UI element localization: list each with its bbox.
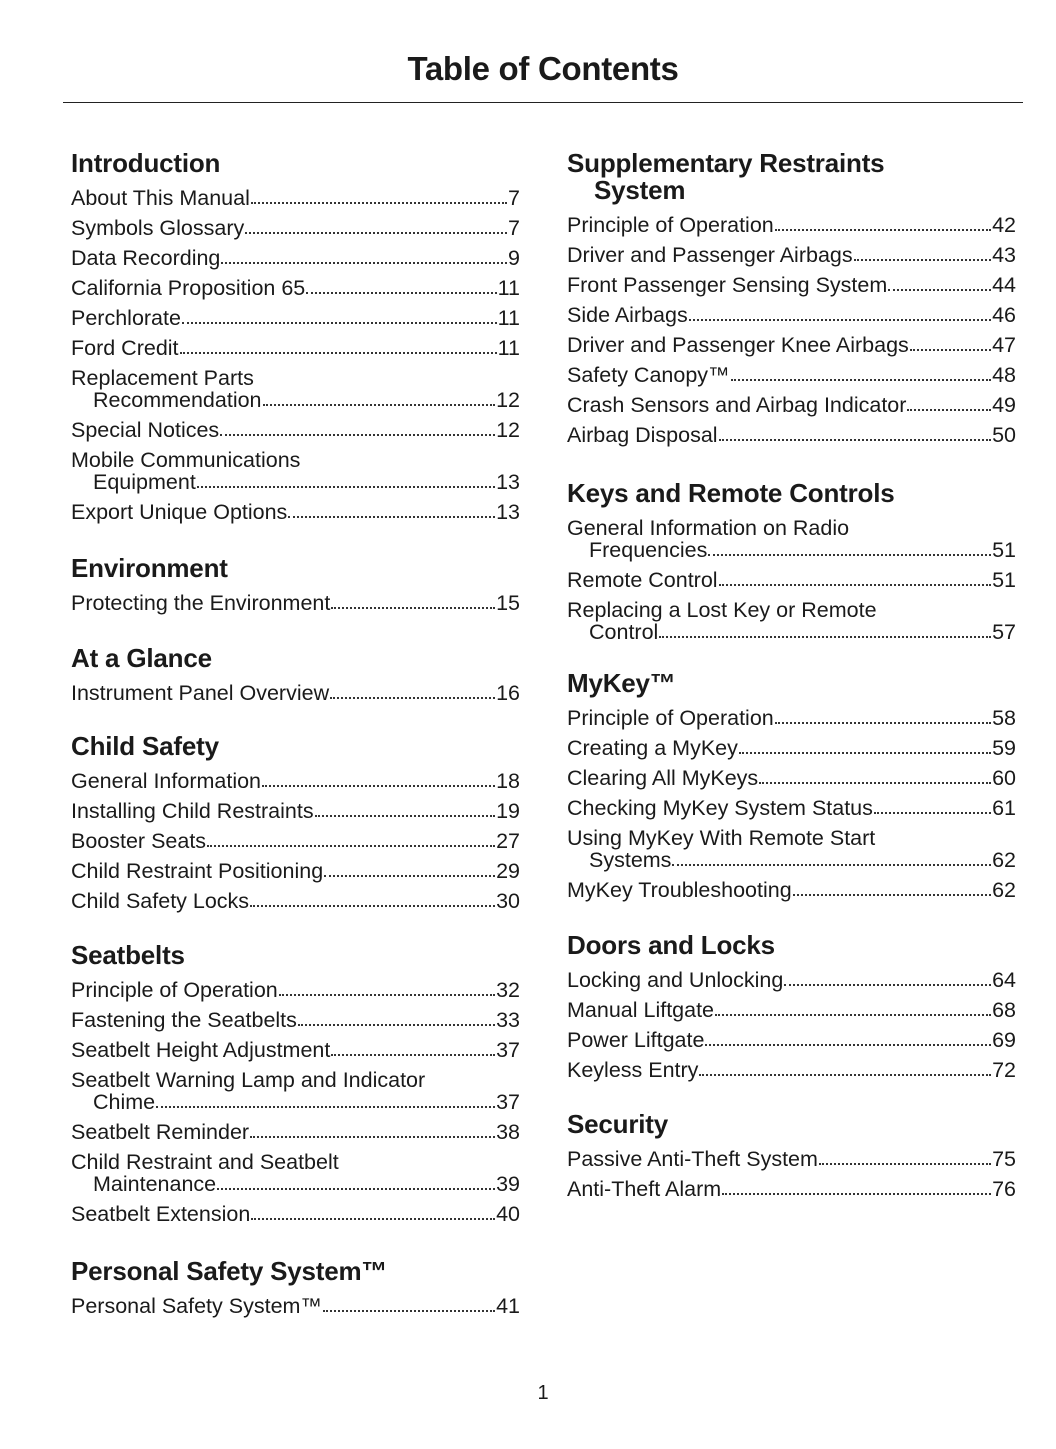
entry-label: Child Restraint and Seatbelt: [71, 1150, 339, 1174]
entry-page-number: 46: [992, 303, 1016, 327]
toc-entry-ford-credit[interactable]: [71, 333, 520, 363]
dot-leader: [705, 1044, 991, 1046]
toc-entry-manual-liftgate[interactable]: [567, 995, 1016, 1025]
entry-page-number: 43: [992, 243, 1016, 267]
dot-leader: [323, 1310, 495, 1312]
dot-leader: [910, 349, 991, 351]
toc-entry-creating-a-mykey[interactable]: [567, 733, 1016, 763]
entry-page-number: 33: [496, 1008, 520, 1032]
entry-label: Seatbelt Reminder: [71, 1120, 250, 1144]
dot-leader: [719, 584, 992, 586]
toc-entry-principle-of-operation[interactable]: [71, 975, 520, 1005]
entry-page-number: 72: [992, 1058, 1016, 1082]
toc-entry-principle-of-operation[interactable]: [567, 210, 1016, 240]
entry-page-number: 29: [496, 859, 520, 883]
dot-leader: [324, 875, 495, 877]
toc-entry-child-safety-locks[interactable]: [71, 886, 520, 916]
entry-page-number: 9: [508, 246, 520, 270]
entry-page-number: 60: [992, 766, 1016, 790]
entry-page-number: 18: [496, 769, 520, 793]
entry-label: Keyless Entry: [567, 1058, 699, 1082]
section-heading-text: Keys and Remote Controls: [567, 478, 895, 508]
section-heading: [71, 942, 520, 969]
toc-entry-child-restraint-and-seatbelt-maintenance[interactable]: [71, 1147, 520, 1199]
entry-label: Principle of Operation: [567, 706, 774, 730]
dot-leader: [775, 722, 991, 724]
toc-entry-crash-sensors-and-airbag-indicator[interactable]: [567, 390, 1016, 420]
entry-label: General Information on Radio: [567, 516, 850, 540]
dot-leader: [263, 404, 496, 406]
toc-entry-airbag-disposal[interactable]: [567, 420, 1016, 450]
dot-leader: [739, 752, 991, 754]
toc-entry-front-passenger-sensing-system[interactable]: [567, 270, 1016, 300]
entry-label: California Proposition 65: [71, 276, 306, 300]
entry-label: Crash Sensors and Airbag Indicator: [567, 393, 907, 417]
entry-label: Protecting the Environment: [71, 591, 331, 615]
toc-section-mykey: [567, 670, 1016, 905]
entry-label: Personal Safety System™: [71, 1294, 322, 1318]
section-heading-text: Personal Safety System™: [71, 1256, 388, 1286]
entry-page-number: 48: [992, 363, 1016, 387]
dot-leader: [759, 782, 991, 784]
entry-page-number: 44: [992, 273, 1016, 297]
entry-label: MyKey Troubleshooting: [567, 878, 792, 902]
toc-section-at-a-glance: [71, 645, 520, 708]
section-heading: [567, 150, 1016, 204]
dot-leader: [182, 322, 497, 324]
toc-entry-california-proposition-65[interactable]: [71, 273, 520, 303]
section-heading-text: Introduction: [71, 148, 221, 178]
toc-section-personal-safety-system: [71, 1258, 520, 1321]
entry-label: Installing Child Restraints: [71, 799, 314, 823]
toc-entry-seatbelt-reminder[interactable]: [71, 1117, 520, 1147]
section-heading-text: Security: [567, 1109, 669, 1139]
toc-entry-seatbelt-warning-lamp-and-indicator-chime[interactable]: [71, 1065, 520, 1117]
entry-label: Child Restraint Positioning: [71, 859, 324, 883]
entry-page-number: 51: [992, 538, 1016, 562]
entry-label: Front Passenger Sensing System: [567, 273, 888, 297]
toc-entry-installing-child-restraints[interactable]: [71, 796, 520, 826]
toc-entry-safety-canopy[interactable]: [567, 360, 1016, 390]
entry-label: Instrument Panel Overview: [71, 681, 330, 705]
toc-entry-driver-and-passenger-knee-airbags[interactable]: [567, 330, 1016, 360]
section-heading-text: MyKey™: [567, 668, 676, 698]
toc-entry-export-unique-options[interactable]: [71, 497, 520, 527]
toc-entry-driver-and-passenger-airbags[interactable]: [567, 240, 1016, 270]
section-heading: [71, 645, 520, 672]
entry-label-continuation: Frequencies: [589, 538, 708, 562]
dot-leader: [298, 1024, 495, 1026]
entry-label-continuation: Equipment: [93, 470, 196, 494]
toc-entry-locking-and-unlocking[interactable]: [567, 965, 1016, 995]
entry-page-number: 16: [496, 681, 520, 705]
entry-label: Seatbelt Extension: [71, 1202, 251, 1226]
toc-entry-about-this-manual[interactable]: [71, 183, 520, 213]
dot-leader: [288, 516, 495, 518]
entry-page-number: 68: [992, 998, 1016, 1022]
toc-entry-seatbelt-height-adjustment[interactable]: [71, 1035, 520, 1065]
entry-label: Seatbelt Warning Lamp and Indicator: [71, 1068, 426, 1092]
toc-section-supplementary-restraints: [567, 150, 1016, 450]
entry-page-number: 61: [992, 796, 1016, 820]
entry-label: Booster Seats: [71, 829, 207, 853]
entry-label: Principle of Operation: [567, 213, 774, 237]
entry-label: Principle of Operation: [71, 978, 278, 1002]
dot-leader: [708, 554, 991, 556]
page-title: Table of Contents: [407, 50, 679, 87]
entry-label: Export Unique Options: [71, 500, 288, 524]
dot-leader: [197, 486, 495, 488]
entry-page-number: 32: [496, 978, 520, 1002]
entry-label: Anti-Theft Alarm: [567, 1177, 722, 1201]
entry-page-number: 12: [496, 388, 520, 412]
entry-label: Symbols Glossary: [71, 216, 245, 240]
entry-label-continuation: Control: [589, 620, 659, 644]
dot-leader: [793, 894, 991, 896]
entry-label: Replacing a Lost Key or Remote: [567, 598, 877, 622]
entry-label: Clearing All MyKeys: [567, 766, 759, 790]
dot-leader: [217, 1188, 495, 1190]
toc-entry-replacement-parts-recommendation[interactable]: [71, 363, 520, 415]
entry-page-number: 59: [992, 736, 1016, 760]
dot-leader: [672, 864, 991, 866]
section-heading-text: Child Safety: [71, 731, 219, 761]
dot-leader: [221, 262, 507, 264]
toc-entry-mobile-communications-equipment[interactable]: [71, 445, 520, 497]
dot-leader: [306, 292, 496, 294]
entry-page-number: 13: [496, 470, 520, 494]
dot-leader: [207, 845, 495, 847]
dot-leader: [659, 636, 991, 638]
entry-page-number: 7: [508, 186, 520, 210]
toc-entry-symbols-glossary[interactable]: [71, 213, 520, 243]
entry-page-number: 12: [496, 418, 520, 442]
dot-leader: [888, 289, 991, 291]
entry-page-number: 51: [992, 568, 1016, 592]
entry-label-continuation: Maintenance: [93, 1172, 217, 1196]
entry-page-number: 69: [992, 1028, 1016, 1052]
dot-leader: [874, 812, 991, 814]
dot-leader: [775, 229, 991, 231]
entry-page-number: 49: [992, 393, 1016, 417]
toc-entry-special-notices[interactable]: [71, 415, 520, 445]
dot-leader: [220, 434, 495, 436]
toc-section-introduction: [71, 150, 520, 527]
section-heading: [567, 670, 1016, 697]
dot-leader: [722, 1193, 991, 1195]
toc-entry-perchlorate[interactable]: [71, 303, 520, 333]
page-number: 1: [537, 1382, 549, 1404]
entry-page-number: 11: [497, 306, 520, 330]
entry-label: Ford Credit: [71, 336, 179, 360]
entry-label: Mobile Communications: [71, 448, 301, 472]
dot-leader: [250, 1136, 495, 1138]
dot-leader: [250, 905, 495, 907]
section-heading: [71, 733, 520, 760]
entry-label: Replacement Parts: [71, 366, 254, 390]
entry-label: Side Airbags: [567, 303, 688, 327]
dot-leader: [330, 697, 495, 699]
entry-label: Seatbelt Height Adjustment: [71, 1038, 331, 1062]
entry-label: Remote Control: [567, 568, 718, 592]
entry-label: Special Notices: [71, 418, 220, 442]
section-heading: [71, 150, 520, 177]
section-heading-continuation: System: [594, 175, 686, 205]
dot-leader: [156, 1106, 495, 1108]
entry-page-number: 57: [992, 620, 1016, 644]
toc-entry-checking-mykey-system-status[interactable]: [567, 793, 1016, 823]
entry-page-number: 37: [496, 1090, 520, 1114]
entry-label: Airbag Disposal: [567, 423, 718, 447]
title-divider: [63, 102, 1023, 103]
dot-leader: [715, 1014, 991, 1016]
toc-entry-side-airbags[interactable]: [567, 300, 1016, 330]
entry-page-number: 11: [497, 336, 520, 360]
dot-leader: [699, 1074, 991, 1076]
section-heading-text: Seatbelts: [71, 940, 185, 970]
dot-leader: [689, 319, 991, 321]
entry-page-number: 62: [992, 848, 1016, 872]
toc-section-environment: [71, 555, 520, 618]
toc-section-security: [567, 1111, 1016, 1204]
entry-label: General Information: [71, 769, 262, 793]
dot-leader: [907, 409, 991, 411]
toc-entry-general-information[interactable]: [71, 766, 520, 796]
entry-page-number: 38: [496, 1120, 520, 1144]
dot-leader: [854, 259, 991, 261]
entry-page-number: 37: [496, 1038, 520, 1062]
toc-entry-protecting-the-environment[interactable]: [71, 588, 520, 618]
entry-page-number: 62: [992, 878, 1016, 902]
section-heading: [71, 1258, 520, 1285]
dot-leader: [784, 984, 991, 986]
entry-label: Driver and Passenger Knee Airbags: [567, 333, 909, 357]
entry-label: Creating a MyKey: [567, 736, 738, 760]
entry-page-number: 27: [496, 829, 520, 853]
entry-label-continuation: Chime: [93, 1090, 156, 1114]
dot-leader: [315, 815, 495, 817]
entry-label: Manual Liftgate: [567, 998, 715, 1022]
dot-leader: [279, 994, 495, 996]
dot-leader: [819, 1163, 991, 1165]
entry-page-number: 76: [992, 1177, 1016, 1201]
dot-leader: [251, 1218, 495, 1220]
entry-page-number: 64: [992, 968, 1016, 992]
entry-label: Data Recording: [71, 246, 221, 270]
toc-entry-data-recording[interactable]: [71, 243, 520, 273]
toc-entry-child-restraint-positioning[interactable]: [71, 856, 520, 886]
toc-section-child-safety: [71, 733, 520, 916]
entry-page-number: 15: [496, 591, 520, 615]
dot-leader: [262, 785, 495, 787]
entry-page-number: 40: [496, 1202, 520, 1226]
entry-page-number: 19: [496, 799, 520, 823]
section-heading: [567, 480, 1016, 507]
toc-entry-personal-safety-system[interactable]: [71, 1291, 520, 1321]
toc-entry-booster-seats[interactable]: [71, 826, 520, 856]
entry-label-continuation: Systems: [589, 848, 672, 872]
entry-label: Locking and Unlocking: [567, 968, 784, 992]
section-heading-text: Environment: [71, 553, 228, 583]
entry-page-number: 58: [992, 706, 1016, 730]
entry-page-number: 75: [992, 1147, 1016, 1171]
entry-label-continuation: Recommendation: [93, 388, 262, 412]
entry-page-number: 30: [496, 889, 520, 913]
toc-entry-anti-theft-alarm[interactable]: [567, 1174, 1016, 1204]
entry-label: Child Safety Locks: [71, 889, 250, 913]
entry-label: Passive Anti-Theft System: [567, 1147, 818, 1171]
toc-entry-fastening-the-seatbelts[interactable]: [71, 1005, 520, 1035]
toc-entry-instrument-panel-overview[interactable]: [71, 678, 520, 708]
dot-leader: [245, 232, 507, 234]
section-heading-text: Supplementary Restraints: [567, 148, 885, 178]
entry-page-number: 39: [496, 1172, 520, 1196]
entry-page-number: 50: [992, 423, 1016, 447]
dot-leader: [731, 379, 992, 381]
section-heading: [567, 1111, 1016, 1138]
dot-leader: [719, 439, 992, 441]
entry-label: About This Manual: [71, 186, 250, 210]
entry-label: Power Liftgate: [567, 1028, 705, 1052]
entry-page-number: 41: [496, 1294, 520, 1318]
toc-entry-passive-anti-theft-system[interactable]: [567, 1144, 1016, 1174]
toc-section-keys-and-remote-controls: [567, 480, 1016, 647]
dot-leader: [331, 1054, 495, 1056]
entry-page-number: 11: [497, 276, 520, 300]
toc-entry-clearing-all-mykeys[interactable]: [567, 763, 1016, 793]
toc-entry-power-liftgate[interactable]: [567, 1025, 1016, 1055]
entry-page-number: 7: [508, 216, 520, 240]
dot-leader: [251, 202, 507, 204]
entry-page-number: 42: [992, 213, 1016, 237]
toc-section-doors-and-locks: [567, 932, 1016, 1085]
section-heading: [567, 932, 1016, 959]
toc-entry-replacing-a-lost-key-or-remote-control[interactable]: [567, 595, 1016, 647]
toc-entry-keyless-entry[interactable]: [567, 1055, 1016, 1085]
entry-label: Driver and Passenger Airbags: [567, 243, 853, 267]
toc-section-seatbelts: [71, 942, 520, 1229]
dot-leader: [331, 607, 495, 609]
dot-leader: [180, 352, 497, 354]
toc-entry-using-mykey-with-remote-start-systems[interactable]: [567, 823, 1016, 875]
entry-page-number: 47: [992, 333, 1016, 357]
toc-entry-mykey-troubleshooting[interactable]: [567, 875, 1016, 905]
entry-label: Checking MyKey System Status: [567, 796, 873, 820]
section-heading-text: Doors and Locks: [567, 930, 775, 960]
entry-label: Fastening the Seatbelts: [71, 1008, 297, 1032]
entry-label: Using MyKey With Remote Start: [567, 826, 876, 850]
toc-entry-remote-control[interactable]: [567, 565, 1016, 595]
toc-entry-seatbelt-extension[interactable]: [71, 1199, 520, 1229]
entry-page-number: 13: [496, 500, 520, 524]
entry-label: Safety Canopy™: [567, 363, 730, 387]
section-heading-text: At a Glance: [71, 643, 212, 673]
entry-label: Perchlorate: [71, 306, 181, 330]
toc-entry-principle-of-operation[interactable]: [567, 703, 1016, 733]
section-heading: [71, 555, 520, 582]
toc-entry-general-information-on-radio-frequencies[interactable]: [567, 513, 1016, 565]
